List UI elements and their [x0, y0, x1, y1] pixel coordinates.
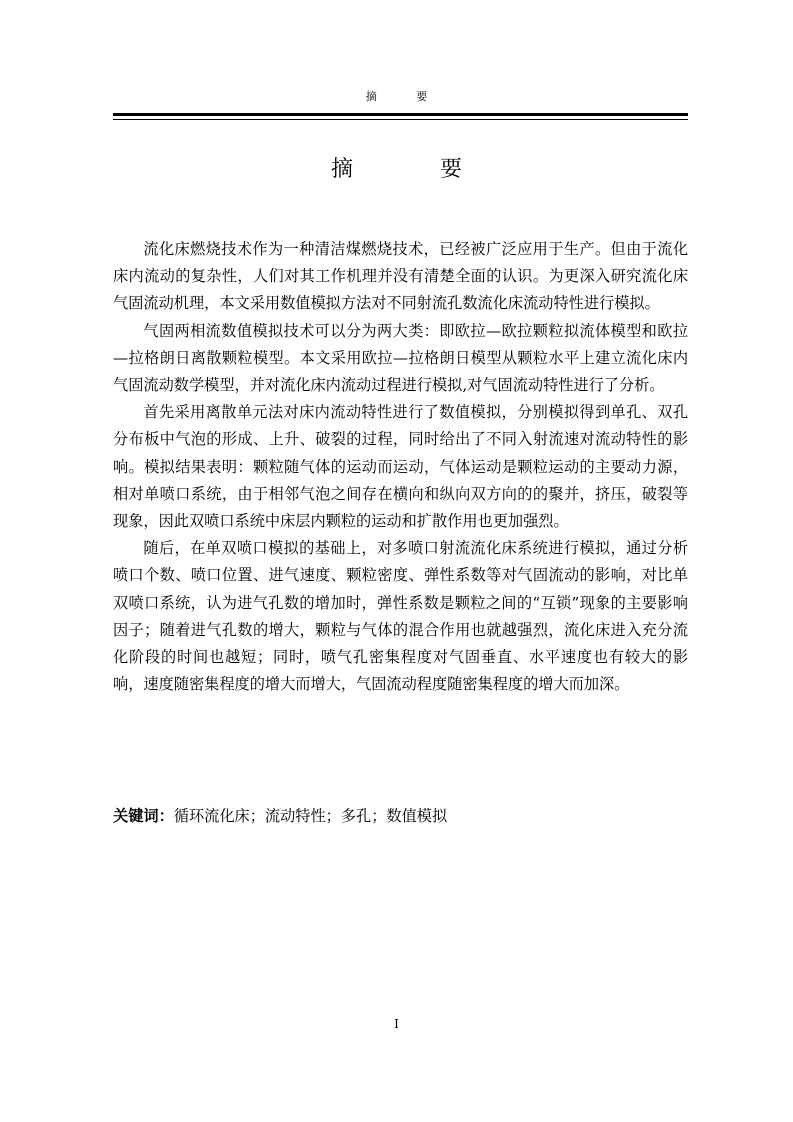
- page-number: I: [394, 1017, 399, 1031]
- running-header: 摘 要: [365, 90, 446, 103]
- header-rule-thin: [113, 119, 688, 120]
- abstract-paragraph-1: 流化床燃烧技术作为一种清洁煤燃烧技术，已经被广泛应用于生产。但由于流化床内流动的复杂性，人们对其工作机理并没有清楚全面的认识。为更深入研究流化床气固流动机理，本文采用数值模拟方法对不同射流孔数流化床流动特性进行模拟。: [113, 240, 688, 313]
- keywords-label: 关键词：: [113, 807, 174, 825]
- header-rule-thick: [113, 113, 688, 116]
- keywords-text: 循环流化床；流动特性；多孔；数值模拟: [173, 807, 448, 825]
- keywords-line: [113, 803, 688, 830]
- abstract-paragraph-2: 气固两相流数值模拟技术可以分为两大类：即欧拉—欧拉颗粒拟流体模型和欧拉—拉格朗日离散颗粒模型。本文采用欧拉—拉格朗日模型从颗粒水平上建立流化床内气固流动数学模型，并对流化床内流动过程进行模拟,对气固流动特性进行了分析。: [113, 321, 688, 395]
- abstract-paragraph-3: 首先采用离散单元法对床内流动特性进行了数值模拟，分别模拟得到单孔、双孔分布板中气泡的形成、上升、破裂的过程，同时给出了不同入射流速对流动特性的影响。模拟结果表明：颗粒随气体的运动而运动，气体运动是颗粒运动的主要动力源，相对单喷口系统，由于相邻气泡之间存在横向和纵向双方向的的聚并，挤压，破裂等现象，因此双喷口系统中床层内颗粒的运动和扩散作用也更加强烈。: [113, 403, 688, 531]
- abstract-body: [113, 236, 688, 698]
- abstract-paragraph-4: 随后，在单双喷口模拟的基础上，对多喷口射流流化床系统进行模拟，通过分析喷口个数、喷口位置、进气速度、颗粒密度、弹性系数等对气固流动的影响，对比单双喷口系统，认为进气孔数的增加时，弹性系数是颗粒之间的“互锁”现象的主要影响因子；随着进气孔数的增大，颗粒与气体的混合作用也就越强烈，流化床进入充分流化阶段的时间也越短；同时，喷气孔密集程度对气固垂直、水平速度也有较大的影响，速度随密集程度的增大而增大，气固流动程度随密集程度的增大而加深。: [113, 539, 688, 694]
- page-title: 摘 要: [331, 157, 502, 182]
